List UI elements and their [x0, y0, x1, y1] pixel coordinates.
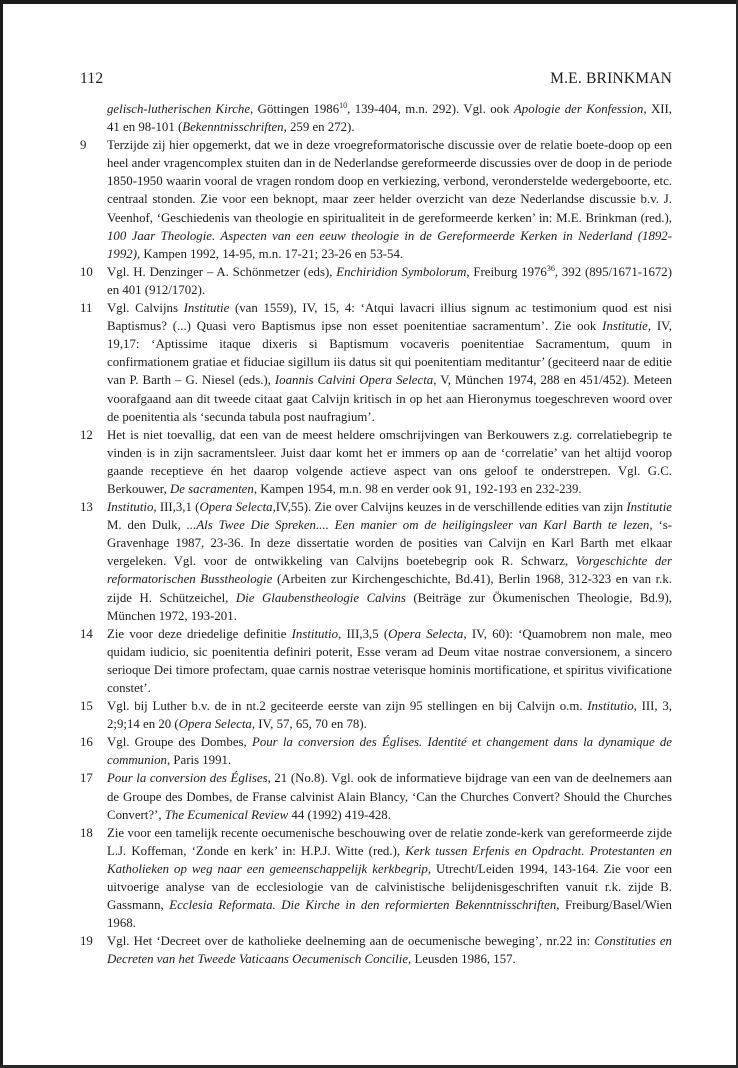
- text-run: (Arbeiten zur Kirchengeschichte, Bd.41), Berlin 1968, 312-323 en van r.k. zijde H. Schützeichel,: [107, 572, 673, 605]
- text-run: , ‘s-Gravenhage 1987, 23-36. In deze dissertatie worden de posities van Calvijn en Karl Barth met elkaar vergeleken. Vgl. voor de ontwikkeling van Calvijns boetebegrip ook R. Schwarz,: [107, 518, 672, 569]
- footnote: [80, 769, 672, 823]
- text-run: Zie voor een tamelijk recente oecumenische beschouwing over de relatie zonde-kerk van gereformeerde zijde L.J. Koffeman, ‘Zonde en kerk’ in: H.P.J. Witte (red.),: [107, 825, 672, 858]
- italic-title: Opera Selecta: [199, 500, 273, 515]
- text-run: , V, München 1974, 288 en 451/452). Meteen voorafgaand aan dit tweede citaat gaat Calvijn kritisch in op het aan Hieronymus toegeschreven woord over de poenitentia als ‘secunda tabula post naufragium’.: [107, 373, 672, 424]
- italic-title: Institutie: [183, 301, 230, 316]
- text-run: , Freiburg/Basel/Wien 1968.: [107, 898, 672, 931]
- footnote-number: 15: [80, 699, 93, 714]
- footnote-number: 18: [80, 825, 93, 840]
- italic-title: 100 Jaar Theologie. Aspecten van een eeuw theologie in de Gereformeerde Kerken in Nederland (1892-1992): [107, 228, 672, 261]
- italic-title: Apologie der Konfession: [513, 102, 644, 116]
- footnote-number: 10: [80, 264, 93, 279]
- footnote-text: [107, 498, 672, 625]
- text-run: Zie voor deze driedelige definitie: [107, 626, 292, 641]
- italic-title: Die Glaubenstheologie Calvins: [235, 590, 406, 605]
- footnote: [80, 136, 672, 263]
- text-run: Terzijde zij hier opgemerkt, dat we in deze vroegreformatorische discussie over de relatie boete-doop op een heel ander vragencomplex stuiten dan in de Nederlandse gereformeerde discussies over de doop in de periode 1850-1950 waarin vooral de vragen rondom doop en verkiezing, verbond, veronderstelde wedergeboorte, etc. centraal stonden. Zie voor een beknopt, maar zeer helder overzicht van deze Nederlandse discussie b.v. J. Veenhof, ‘Geschiedenis van theologie en spiritualiteit in de gereformeerde kerken’ in: M.E. Brinkman (red.),: [107, 138, 672, 225]
- italic-title: Enchiridion Symbolorum: [336, 264, 467, 279]
- footnote-number: 14: [80, 626, 93, 641]
- footnote: [80, 824, 672, 933]
- superscript: 36: [546, 263, 555, 273]
- italic-title: ...Als Twee Die Spreken.... Een manier om de heiligingsleer van Karl Barth te lezen: [186, 518, 650, 533]
- text-run: Vgl. Calvijns: [107, 301, 184, 316]
- page-number: 112: [80, 70, 104, 87]
- text-run: M. den Dulk,: [107, 518, 187, 533]
- footnotes: [80, 100, 672, 969]
- footnote: [80, 100, 672, 136]
- text-run: Vgl. H. Denzinger – A. Schönmetzer (eds),: [107, 264, 337, 279]
- page-header: [80, 70, 672, 88]
- footnote-text: [107, 136, 672, 263]
- footnote-text: [107, 769, 672, 823]
- italic-title: Opera Selecta: [178, 717, 252, 732]
- footnote-text: [107, 733, 672, 769]
- scan-border-left: [0, 0, 3, 1068]
- text-run: , Freiburg 1976: [466, 264, 547, 279]
- text-run: , 392 (895/1671-1672) en 401 (912/1702).: [107, 264, 672, 297]
- text-run: , III, 3, 2;9;14 en 20 (: [107, 699, 672, 732]
- footnote-number: 17: [80, 771, 93, 786]
- footnote-text: [107, 697, 672, 733]
- italic-title: Institutie: [626, 500, 672, 515]
- footnote: [80, 299, 672, 426]
- italic-title: The Ecumenical Review: [164, 807, 289, 822]
- text-run: , Kampen 1992, 14-95, m.n. 17-21; 23-26 en 53-54.: [136, 246, 404, 261]
- text-run: Het is niet toevallig, dat een van de meest heldere omschrijvingen van Berkouwers z.g. correlatiebegrip te vinden is in zijn sacramentsleer. Juist daar komt het er immers op aan de ‘correlatie’ van het altijd voorop gaande receptieve én het daarop volgende actieve aspect van ons geloof te onderstrepen. Vgl. G.C. Berkouwer,: [107, 427, 672, 496]
- text-run: Vgl. bij Luther b.v. de in nt.2 geciteerde eerste van zijn 95 stellingen en bij Calvijn o.m.: [107, 699, 588, 714]
- italic-title: Institutio: [107, 500, 154, 515]
- text-run: , III,3,1 (: [153, 500, 200, 515]
- footnote-number: 9: [80, 138, 87, 153]
- footnote-text: [107, 625, 672, 697]
- scan-border-top: [0, 0, 738, 4]
- footnote-text: [107, 824, 672, 933]
- footnote: [80, 263, 672, 299]
- footnote: [80, 498, 672, 625]
- text-run: , 21 (No.8). Vgl. ook de informatieve bijdrage van een van de deelnemers aan de Groupe des Dombes, de Franse calvinist Alain Blancy, ‘Can the Churches Convert? Should the Churches Convert?’,: [107, 771, 672, 822]
- footnote-text: [107, 299, 672, 426]
- italic-title: Institutio: [291, 626, 339, 641]
- italic-title: Pour la conversion des Églises. Identité et changement dans la dynamique de communion: [107, 735, 672, 768]
- text-run: , XII, 41 en 98-101 (: [107, 102, 672, 135]
- running-head: M.E. BRINKMAN: [550, 70, 672, 87]
- italic-title: Vorgeschichte der reformatorischen Busstheologie: [107, 554, 672, 587]
- text-run: , IV, 60): ‘Quamobrem non male, meo quidam iudicio, sic poenitentia definiri poterit, Esse veram ad Deum vitae nostrae conversionem, a sincero serioque Dei timore profectam, quae carnis nostrae veterisque hominis mortificatione, et spiritus vivificatione constet’.: [107, 626, 672, 695]
- text-run: , IV, 57, 65, 70 en 78).: [251, 717, 367, 732]
- text-run: 44 (1992) 419-428.: [288, 807, 391, 822]
- text-run: , III,3,5 (: [338, 626, 389, 641]
- text-run: ,IV,55). Zie over Calvijns keuzes in de verschillende edities van zijn: [272, 500, 627, 515]
- italic-title: Ecclesia Reformata. Die Kirche in den reformierten Bekenntnisschriften: [169, 898, 557, 913]
- footnote: [80, 426, 672, 498]
- footnote: [80, 625, 672, 697]
- superscript: 10: [339, 101, 348, 110]
- footnote-text: [107, 263, 672, 299]
- footnote-text: [107, 932, 672, 968]
- italic-title: Kerk tussen Erfenis en Opdracht. Protestanten en Katholieken op weg naar een gemeenschappelijk kerkbegrip: [107, 843, 672, 876]
- footnote-number: 16: [80, 735, 93, 750]
- page: [80, 70, 672, 969]
- text-run: , Paris 1991.: [166, 753, 232, 768]
- italic-title: Constituties en Decreten van het Tweede Vaticaans Oecumenisch Concilie: [107, 934, 672, 967]
- footnote-text: [107, 426, 672, 498]
- footnote-number: 13: [80, 500, 93, 515]
- text-run: , 259 en 272).: [283, 120, 355, 135]
- italic-title: Pour la conversion des Églises: [107, 771, 268, 786]
- footnote: [80, 932, 672, 968]
- text-run: Vgl. Het ‘Decreet over de katholieke deelneming aan de oecumenische beweging’, nr.22 in:: [107, 934, 595, 949]
- footnote: [80, 697, 672, 733]
- italic-title: De sacramenten: [169, 481, 254, 496]
- footnote: [80, 733, 672, 769]
- footnote-number: 12: [80, 427, 93, 442]
- italic-title: Bekenntnisschriften: [182, 120, 284, 135]
- italic-title: Ioannis Calvini Opera Selecta: [274, 373, 434, 388]
- footnote-number: 11: [80, 301, 93, 316]
- italic-title: Institutie: [602, 319, 648, 334]
- text-run: , IV, 19,17: ‘Aptissime itaque dixeris si Baptismum vocaveris poenitentiae Sacramentum, quum in confirmationem gratiae et fiduciae sigillum iis datus sit qui poenitentiam meditantur’ (geciteerd naar de editie van P. Barth – G. Niesel (eds.),: [107, 319, 672, 388]
- text-run: (van 1559), IV, 15, 4: ‘Atqui lavacri illius signum ac testimonium quod est nisi Baptismus? (...) Quasi vero Baptismus ipse non esset poenitentiae sacramentum’. Zie ook: [107, 301, 672, 334]
- text-run: , Utrecht/Leiden 1994, 143-164. Zie voor een uitvoerige analyse van de ecclesiologie van de calvinistische belijdenisgeschriften vanuit r.k. zijde B. Gassmann,: [107, 861, 672, 913]
- italic-title: gelisch-lutherischen Kirche: [107, 102, 251, 116]
- text-run: , Göttingen 1986: [250, 102, 340, 116]
- text-run: Vgl. Groupe des Dombes,: [107, 735, 252, 750]
- footnote-number: 19: [80, 934, 93, 949]
- text-run: (Beiträge zur Ökumenischen Theologie, Bd.9), München 1972, 193-201.: [107, 590, 672, 623]
- italic-title: Opera Selecta: [388, 626, 464, 641]
- italic-title: Institutio: [587, 699, 634, 714]
- text-run: , 139-404, m.n. 292). Vgl. ook: [347, 102, 514, 116]
- footnote-text: [107, 100, 672, 136]
- text-run: , Leusden 1986, 157.: [408, 952, 516, 967]
- text-run: , Kampen 1954, m.n. 98 en verder ook 91, 192-193 en 232-239.: [253, 481, 582, 496]
